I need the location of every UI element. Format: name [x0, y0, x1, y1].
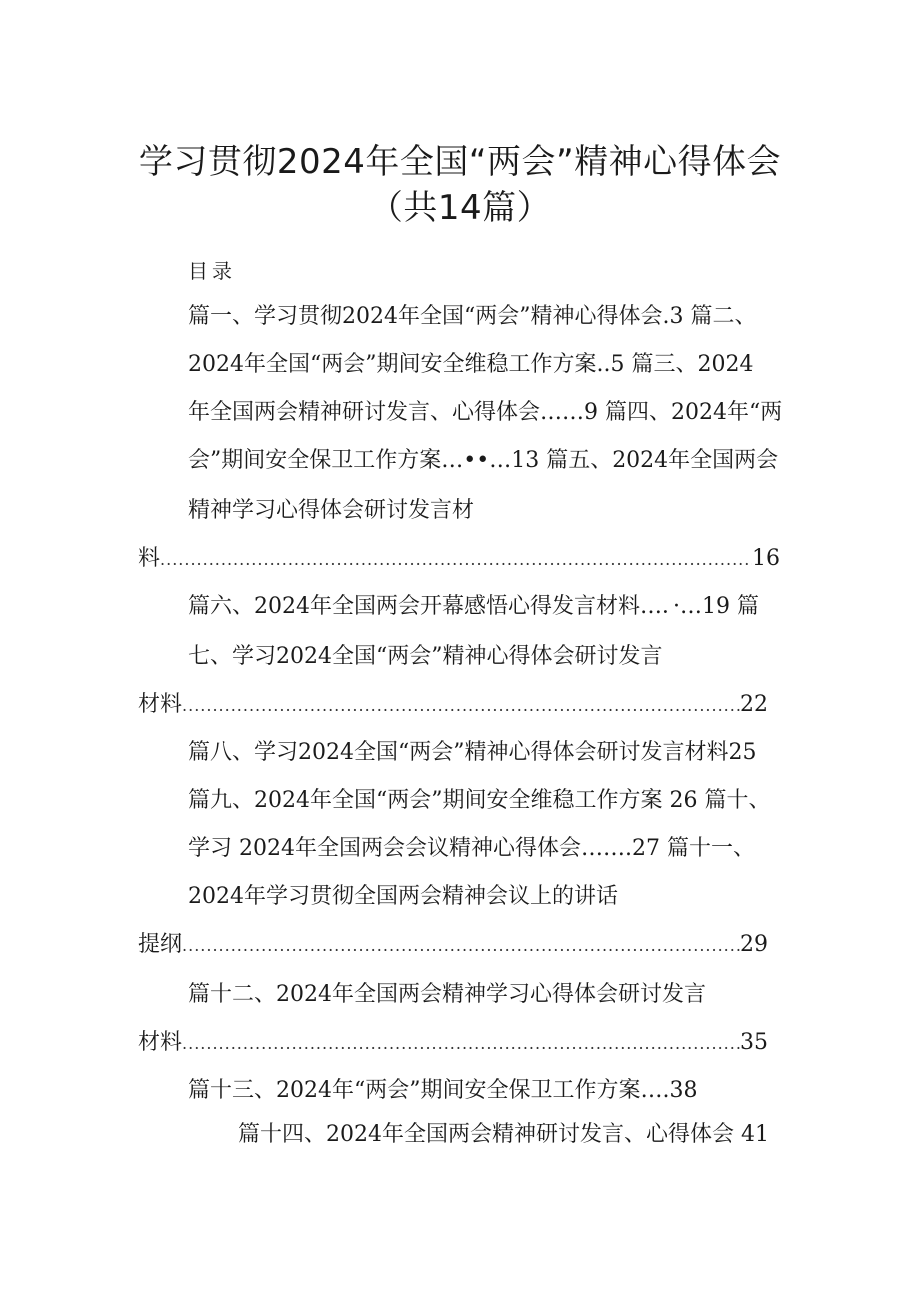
toc-line: 篇十二、2024年全国两会精神学习心得体会研讨发言 [188, 982, 706, 1007]
toc-heading: 目录 [188, 259, 236, 283]
toc-entry-text: 料 [138, 546, 161, 571]
toc-line: 篇九、2024年全国“两会”期间安全维稳工作方案 26 篇十、 [188, 788, 771, 813]
dot-leader [182, 691, 740, 721]
toc-entry-leader [138, 690, 768, 721]
toc-line: 篇十四、2024年全国两会精神研讨发言、心得体会 41 [238, 1122, 769, 1147]
toc-entry-leader [138, 930, 768, 961]
toc-entry-leader [138, 544, 780, 575]
toc-page-number: 16 [752, 546, 780, 571]
dot-leader [182, 931, 740, 961]
document-title: 学习贯彻2024年全国“两会”精神心得体会 [138, 142, 782, 182]
toc-line: 学习 2024年全国两会会议精神心得体会…….27 篇十一、 [188, 836, 755, 861]
toc-line: 2024年学习贯彻全国两会精神会议上的讲话 [188, 884, 618, 909]
toc-page-number: 22 [740, 692, 768, 717]
toc-line: 篇八、学习2024全国“两会”精神心得体会研讨发言材料25 [188, 740, 757, 765]
dot-leader [182, 1029, 740, 1059]
toc-page-number: 35 [740, 1030, 768, 1055]
toc-line: 年全国两会精神研讨发言、心得体会……9 篇四、2024年“两 [188, 400, 783, 425]
toc-entry-leader [138, 1028, 768, 1059]
dot-leader [160, 545, 752, 575]
toc-line: 篇十三、2024年“两会”期间安全保卫工作方案….38 [188, 1078, 698, 1103]
toc-line: 会”期间安全保卫工作方案…••…13 篇五、2024年全国两会 [188, 448, 779, 473]
toc-entry-text: 材料 [138, 1030, 183, 1055]
toc-line: 精神学习心得体会研讨发言材 [188, 498, 475, 523]
toc-entry-text: 提纲 [138, 932, 183, 957]
toc-line: 篇一、学习贯彻2024年全国“两会”精神心得体会.3 篇二、 [188, 304, 757, 329]
toc-line: 篇六、2024年全国两会开幕感悟心得发言材料…．·…19 篇 [188, 594, 759, 619]
toc-line: 七、学习2024全国“两会”精神心得体会研讨发言 [188, 644, 663, 669]
toc-page-number: 29 [740, 932, 768, 957]
toc-entry-text: 材料 [138, 692, 183, 717]
document-subtitle: （共14篇） [368, 188, 552, 228]
toc-line: 2024年全国“两会”期间安全维稳工作方案..5 篇三、2024 [188, 352, 754, 377]
